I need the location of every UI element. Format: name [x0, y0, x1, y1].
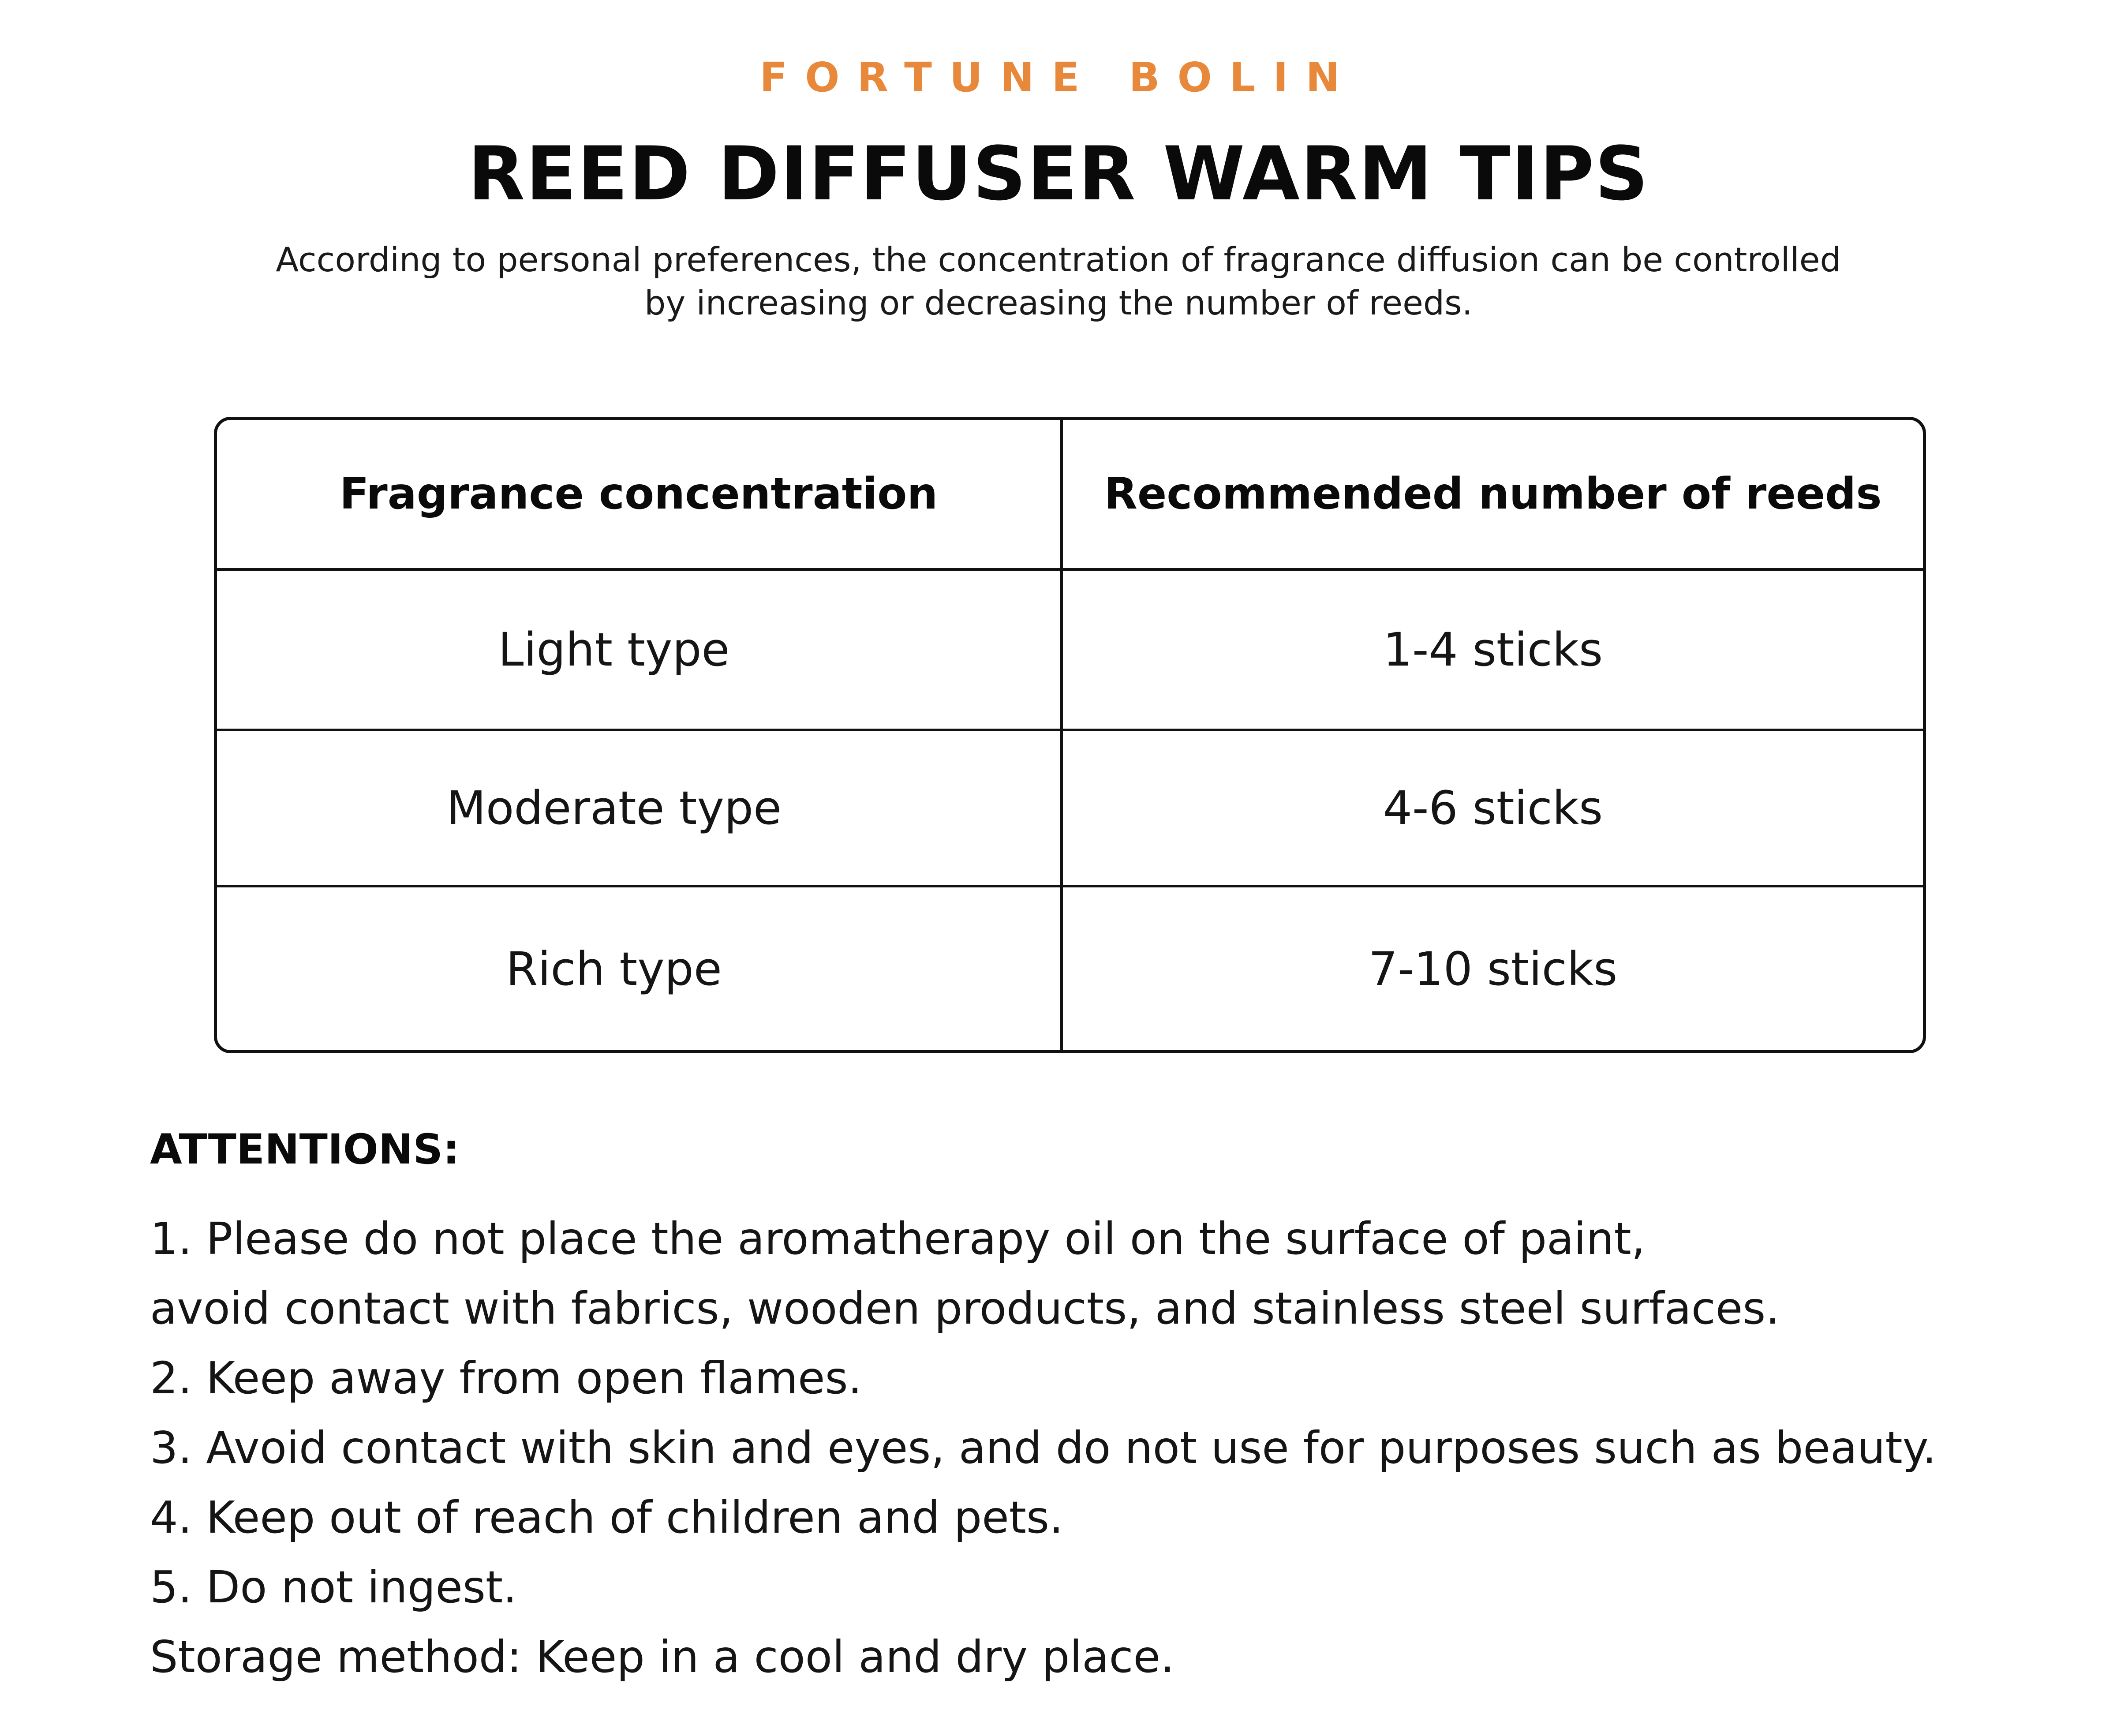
attentions-list — [150, 1204, 2091, 1692]
table-header-concentration: Fragrance concentration — [339, 469, 938, 519]
attention-item: 4. Keep out of reach of children and pets. — [150, 1492, 1063, 1543]
attention-item: 2. Keep away from open flames. — [150, 1352, 862, 1404]
attention-item: 3. Avoid contact with skin and eyes, and do not use for purposes such as beauty. — [150, 1422, 1937, 1474]
attentions-title: ATTENTIONS: — [150, 1126, 460, 1174]
table-cell-reeds: 7-10 sticks — [1368, 942, 1618, 996]
subtitle-line-2: by increasing or decreasing the number of reeds. — [644, 283, 1473, 322]
table-cell-reeds: 1-4 sticks — [1383, 623, 1603, 677]
attention-item: 1. Please do not place the aromatherapy oil on the surface of paint, — [150, 1213, 1646, 1265]
table-cell-concentration: Light type — [498, 623, 730, 677]
subtitle-line-1: According to personal preferences, the concentration of fragrance diffusion can be controlled — [276, 240, 1841, 279]
storage-method: Storage method: Keep in a cool and dry place. — [150, 1631, 1174, 1683]
page-subtitle — [176, 238, 1941, 325]
attention-item: 5. Do not ingest. — [150, 1561, 517, 1613]
table-cell-reeds: 4-6 sticks — [1383, 781, 1603, 835]
reeds-table — [214, 417, 1926, 1053]
table-cell-concentration: Rich type — [506, 942, 722, 996]
brand-name: FORTUNE BOLIN — [759, 54, 1358, 101]
page-title: REED DIFFUSER WARM TIPS — [468, 131, 1649, 217]
table-cell-concentration: Moderate type — [446, 781, 782, 835]
attention-item: avoid contact with fabrics, wooden products, and stainless steel surfaces. — [150, 1283, 1780, 1334]
table-header-reeds: Recommended number of reeds — [1104, 469, 1882, 519]
